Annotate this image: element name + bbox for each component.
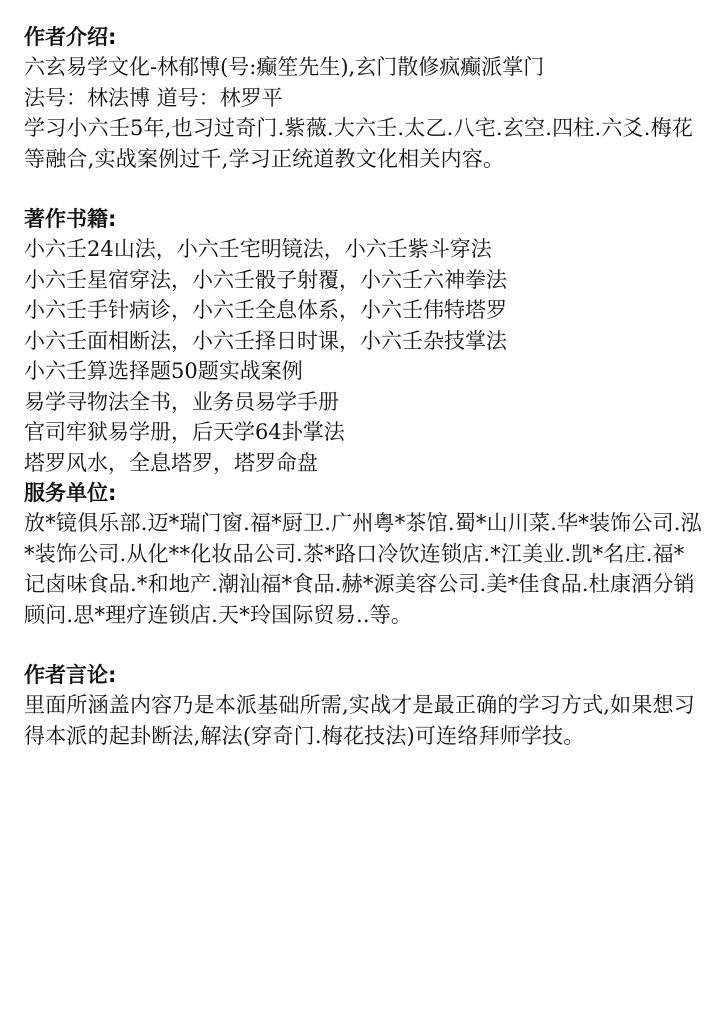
service-units-paragraph: 放*镜俱乐部.迈*瑞门窗.福*厨卫.广州粤*茶馆.蜀*山川菜.华*装饰公司.泓*装饰公司.从化**化妆品公司.茶*路口冷饮连锁店.*江美业.凯*名庄.福*记卤味食品.*和地产.潮汕福*食品.赫*源美容公司.美*佳食品.杜康酒分销顾问.思*理疗连锁店.天*玲国际贸易..等。: [24, 511, 702, 627]
book-line: 易学寻物法全书，业务员易学手册: [24, 389, 339, 414]
spacer: [24, 174, 704, 204]
author-intro-heading: 作者介绍:: [24, 25, 117, 49]
author-words-paragraph: 里面所涵盖内容乃是本派基础所需,实战才是最正确的学习方式,如果想习得本派的起卦断法,解法(穿奇门.梅花技法)可连络拜师学技。: [24, 693, 695, 748]
author-words-heading: 作者言论:: [24, 663, 117, 687]
service-units-heading: 服务单位:: [24, 481, 117, 505]
author-intro-paragraph: 学习小六壬5年,也习过奇门.紫薇.大六壬.太乙.八宅.玄空.四柱.六爻.梅花等融合,实战案例过千,学习正统道教文化相关内容。: [24, 116, 694, 171]
author-intro-section: [24, 22, 704, 174]
book-line: 小六壬24山法，小六壬宅明镜法，小六壬紫斗穿法: [24, 237, 492, 261]
service-units-section: [24, 478, 704, 630]
book-line: 小六壬手针病诊，小六壬全息体系，小六壬伟特塔罗: [24, 298, 507, 322]
author-words-section: [24, 660, 704, 751]
book-line: 塔罗风水，全息塔罗，塔罗命盘: [24, 450, 318, 475]
document-page: [24, 22, 704, 751]
book-line: 小六壬面相断法，小六壬择日时课，小六壬杂技掌法: [24, 328, 507, 353]
spacer: [24, 630, 704, 660]
book-line: 官司牢狱易学册，后天学64卦掌法: [24, 420, 345, 444]
author-intro-line: 法号：林法博 道号：林罗平: [24, 85, 283, 110]
books-section: [24, 204, 704, 478]
book-line: 小六壬算选择题50题实战案例: [24, 359, 303, 383]
books-heading: 著作书籍:: [24, 207, 117, 231]
author-intro-line: 六玄易学文化-林郁博(号:癫笙先生),玄门散修疯癫派掌门: [24, 55, 545, 79]
book-line: 小六壬星宿穿法，小六壬骰子射覆，小六壬六神拳法: [24, 267, 507, 292]
